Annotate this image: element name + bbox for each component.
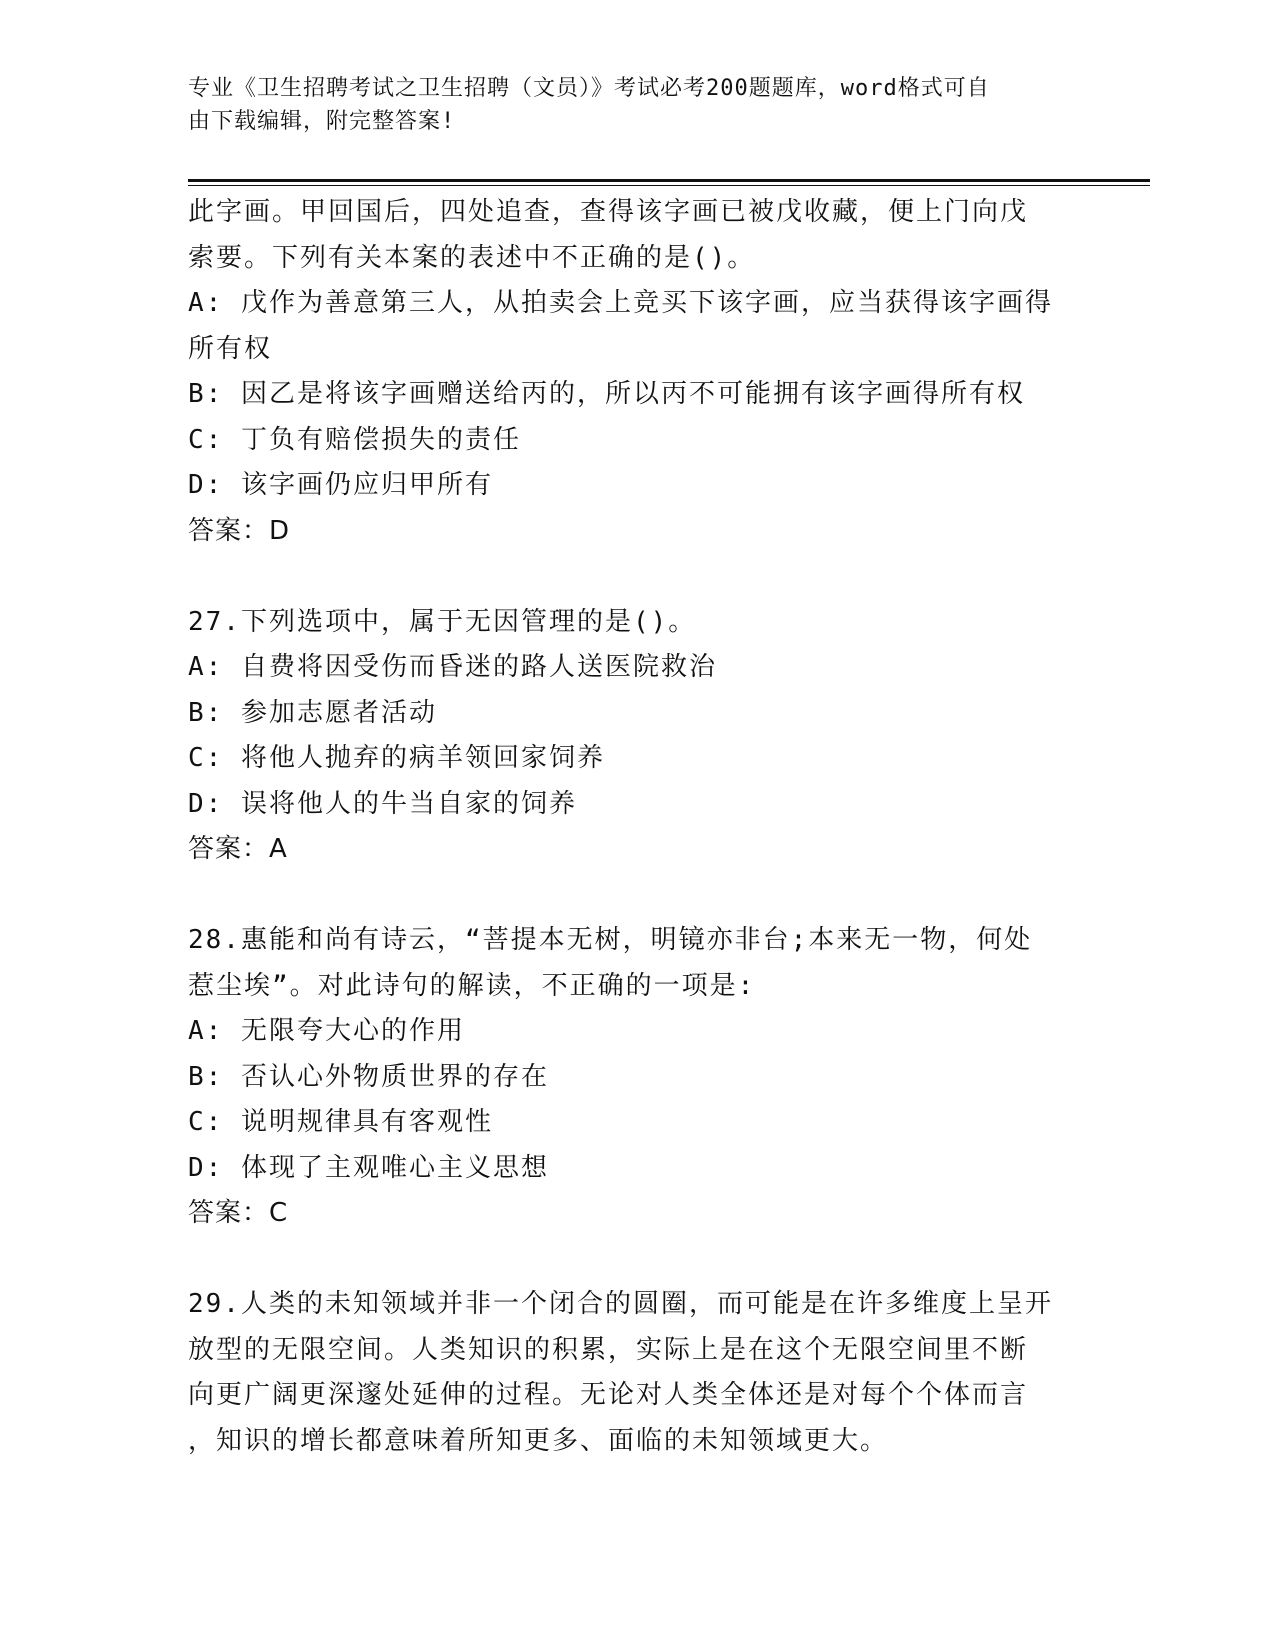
- question-27-stem: 27.下列选项中，属于无因管理的是()。: [188, 606, 697, 637]
- question-29-stem-line-1: 29.人类的未知领域并非一个闭合的圆圈，而可能是在许多维度上呈开: [188, 1289, 1053, 1319]
- question-27-option-b: B: 参加志愿者活动: [188, 697, 437, 728]
- question-26-option-a-line-1: A: 戊作为善意第三人，从拍卖会上竞买下该字画，应当获得该字画得: [188, 288, 1053, 318]
- question-29-stem-line-2: 放型的无限空间。人类知识的积累，实际上是在这个无限空间里不断: [188, 1334, 1029, 1365]
- header-line-1: 专业《卫生招聘考试之卫生招聘（文员）》考试必考200题题库，word格式可自: [188, 76, 990, 101]
- document-body: [188, 190, 1088, 1464]
- question-28: [188, 918, 1088, 1237]
- question-29-stem-line-3: 向更广阔更深邃处延伸的过程。无论对人类全体还是对每个个体而言: [188, 1380, 1029, 1410]
- question-28-option-d: D: 体现了主观唯心主义思想: [188, 1152, 549, 1183]
- question-28-stem-line-2: 惹尘埃”。对此诗句的解读，不正确的一项是:: [188, 970, 756, 1001]
- question-27-option-a: A: 自费将因受伤而昏迷的路人送医院救治: [188, 652, 717, 682]
- question-26-option-c: C: 丁负有赔偿损失的责任: [188, 424, 521, 455]
- question-26-option-a-line-2: 所有权: [188, 333, 273, 364]
- header-divider-thin: [188, 185, 1150, 186]
- spacer: [188, 873, 1088, 919]
- question-28-option-b: B: 否认心外物质世界的存在: [188, 1061, 549, 1092]
- question-26-stem-line-1: 此字画。甲回国后，四处追查，查得该字画已被戊收藏，便上门向戊: [188, 197, 1029, 227]
- question-29: [188, 1282, 1088, 1464]
- question-27-option-c: C: 将他人抛弃的病羊领回家饲养: [188, 743, 605, 773]
- header-divider-thick: [188, 179, 1150, 182]
- question-26-option-d: D: 该字画仍应归甲所有: [188, 470, 493, 500]
- question-28-stem-line-1: 28.惠能和尚有诗云，“菩提本无树，明镜亦非台;本来无一物，何处: [188, 925, 1033, 955]
- question-26-option-b: B: 因乙是将该字画赠送给丙的，所以丙不可能拥有该字画得所有权: [188, 379, 1025, 409]
- question-27: [188, 600, 1088, 873]
- question-26: [188, 190, 1088, 554]
- question-28-option-c: C: 说明规律具有客观性: [188, 1107, 493, 1137]
- header-line-2: 由下载编辑，附完整答案!: [188, 109, 456, 134]
- spacer: [188, 1237, 1088, 1283]
- document-header: [188, 72, 1088, 138]
- spacer: [188, 554, 1088, 600]
- question-28-answer: 答案：C: [188, 1198, 289, 1228]
- question-28-option-a: A: 无限夸大心的作用: [188, 1016, 465, 1046]
- question-29-stem-line-4: ，知识的增长都意味着所知更多、面临的未知领域更大。: [188, 1425, 889, 1456]
- question-27-option-d: D: 误将他人的牛当自家的饲养: [188, 788, 577, 819]
- question-26-stem-line-2: 索要。下列有关本案的表述中不正确的是()。: [188, 242, 756, 273]
- question-27-answer: 答案：A: [188, 834, 288, 864]
- question-26-answer: 答案：D: [188, 515, 291, 546]
